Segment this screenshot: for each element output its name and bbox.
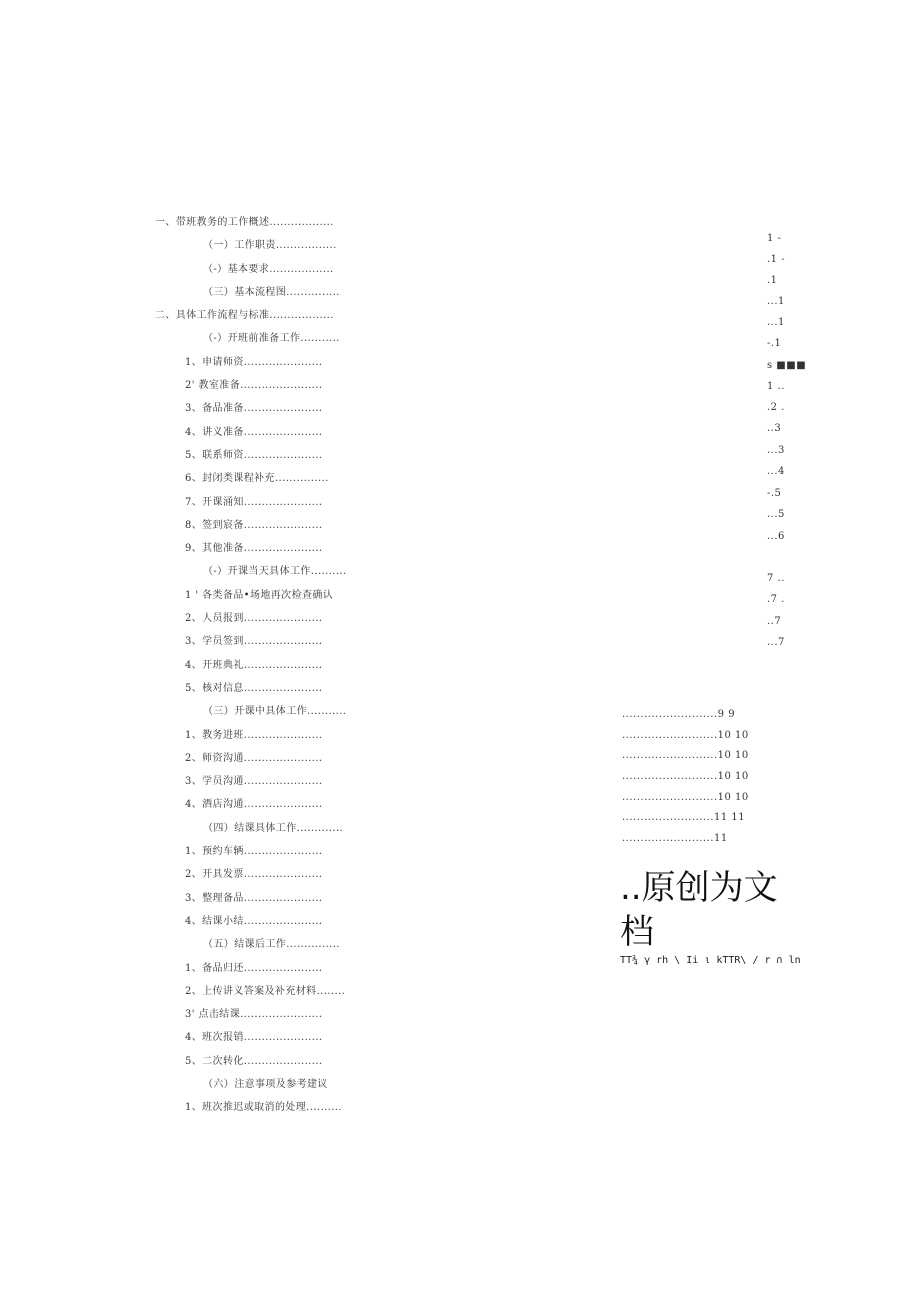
toc-entry-label: 9、其他准备 — [185, 543, 244, 555]
toc-entry[interactable] — [155, 749, 377, 772]
toc-entry[interactable] — [155, 1028, 377, 1051]
toc-entry[interactable] — [155, 632, 377, 655]
toc-entry[interactable] — [155, 679, 377, 702]
page-number: ..........................10 10 — [622, 750, 749, 762]
toc-leader-dots: ........... — [300, 333, 340, 345]
page-number: .1 - — [767, 254, 786, 265]
watermark-text: ..原创为文档 — [620, 868, 778, 952]
toc-entry-label: 4、班次报销 — [185, 1032, 244, 1044]
toc-entry[interactable] — [155, 399, 377, 422]
toc-entry[interactable] — [155, 842, 377, 865]
toc-entry-label: 一、带班教务的工作概述 — [155, 217, 270, 228]
toc-leader-dots: ........... — [307, 706, 347, 718]
toc-leader-dots: ............... — [274, 473, 329, 485]
page-number: ...1 — [767, 296, 785, 307]
toc-entry-label: 2、师资沟通 — [185, 752, 244, 764]
page-number: ...7 — [767, 637, 785, 648]
toc-leader-dots: .................. — [269, 310, 334, 322]
toc-entry-label: 8、签到宸备 — [185, 519, 244, 531]
toc-leader-dots: ...................... — [243, 1032, 323, 1044]
toc-leader-dots: .................. — [269, 263, 334, 275]
toc-entry[interactable] — [155, 1075, 377, 1098]
toc-entry[interactable] — [155, 446, 377, 469]
toc-leader-dots: .......... — [310, 566, 347, 578]
toc-leader-dots: ...................... — [243, 449, 323, 461]
page-number: 1 .. — [767, 381, 785, 392]
toc-entry-label: （-）基本要求 — [203, 263, 270, 275]
toc-entry[interactable] — [155, 213, 377, 236]
page-number: .........................11 11 — [622, 812, 746, 824]
toc-leader-dots: ...................... — [243, 776, 323, 788]
toc-entry-label: （-）开课当天具体工作 — [203, 566, 311, 578]
toc-entry-label: 6、封闭类课程补充 — [185, 473, 275, 485]
toc-entry-label: 5、核对信息 — [185, 682, 244, 694]
toc-entry-label: 3、学员签到 — [185, 636, 244, 648]
toc-entry-label: 1、备品归还 — [185, 962, 244, 974]
toc-entry[interactable] — [155, 306, 377, 329]
toc-entry-label: 4、酒店沟通 — [185, 799, 244, 811]
page-number: ..........................10 10 — [622, 729, 749, 741]
toc-entry-label: 5、联系师资 — [185, 449, 244, 461]
toc-entry[interactable] — [155, 260, 377, 283]
toc-entry-label: （三）开课中具体工作 — [203, 706, 307, 718]
toc-entry-label: 3' 点击结课 — [185, 1009, 241, 1021]
toc-leader-dots: ...................... — [243, 729, 323, 741]
toc-entry-label: 1、申请师资 — [185, 356, 244, 368]
toc-entry-label: （三）基本流程图 — [203, 286, 287, 298]
toc-leader-dots: ...................... — [243, 659, 323, 671]
page-number: .2 . — [767, 402, 785, 413]
page-number: s ■■■ — [767, 360, 807, 371]
toc-entry[interactable] — [155, 353, 377, 376]
toc-entry[interactable] — [155, 865, 377, 888]
toc-leader-dots: ...................... — [243, 496, 323, 508]
toc-leader-dots: ...................... — [243, 356, 323, 368]
toc-entry-label: 2' 教室准备 — [185, 380, 241, 392]
toc-leader-dots: .................. — [269, 217, 334, 228]
toc-leader-dots: ...................... — [243, 846, 323, 858]
toc-leader-dots: ........ — [316, 985, 346, 997]
page-number: ..3 — [767, 423, 782, 434]
toc-entry[interactable] — [155, 469, 377, 492]
page-number: .........................11 — [622, 833, 728, 845]
toc-leader-dots: ...................... — [243, 962, 323, 974]
toc-entry[interactable] — [155, 1098, 377, 1121]
toc-leader-dots: .......... — [306, 1102, 342, 1114]
toc-leader-dots: ...................... — [243, 613, 323, 625]
page-number: ..........................9 9 — [622, 709, 736, 720]
toc-entry-label: （四）结课具体工作 — [203, 822, 297, 834]
page-number: .1 — [767, 275, 778, 286]
page-number: ...1 — [767, 317, 785, 328]
toc-entry-label: 二、具体工作流程与标准 — [155, 310, 270, 322]
toc-entry-label: （-）开班前准备工作 — [203, 333, 301, 345]
page-number: ..........................10 10 — [622, 791, 749, 803]
toc-entry-label: 7、开课涌知 — [185, 496, 244, 508]
toc-entry[interactable] — [155, 959, 377, 982]
toc-entry[interactable] — [155, 376, 377, 399]
toc-entry-label: 1 ' 各类备品•场地再次检查确认 — [185, 589, 334, 601]
toc-entry[interactable] — [155, 236, 377, 259]
toc-leader-dots: ............... — [286, 286, 340, 298]
toc-entry[interactable] — [155, 516, 377, 539]
toc-leader-dots: ...................... — [243, 519, 323, 531]
toc-entry[interactable] — [155, 889, 377, 912]
toc-leader-dots: ...................... — [243, 426, 323, 438]
toc-entry[interactable] — [155, 283, 377, 306]
toc-entry[interactable] — [155, 772, 377, 795]
toc-leader-dots: ...................... — [243, 403, 323, 415]
toc-leader-dots: ............. — [296, 822, 344, 834]
toc-entry[interactable] — [155, 795, 377, 818]
page-number: ...4 — [767, 466, 785, 477]
garbled-text: TT¾ γ rh \ Ii ι kTTR\ / r ∩ ln — [620, 955, 801, 966]
toc-entry-label: 2、人员报到 — [185, 613, 244, 625]
toc-leader-dots: ...................... — [243, 543, 323, 555]
toc-entry[interactable] — [155, 819, 377, 842]
toc-leader-dots: ...................... — [243, 915, 323, 927]
toc-leader-dots: ...................... — [243, 799, 323, 811]
toc-entry[interactable] — [155, 493, 377, 516]
page-number: 1 - — [767, 233, 782, 244]
toc-leader-dots: ...................... — [243, 1055, 323, 1067]
toc-entry[interactable] — [155, 912, 377, 935]
toc-entry[interactable] — [155, 562, 377, 585]
page-number: .7 . — [767, 594, 785, 605]
toc-entry-label: 3、备品准备 — [185, 403, 244, 415]
page-number: -.5 — [767, 488, 782, 499]
toc-leader-dots: ................. — [275, 240, 337, 252]
toc-entry[interactable] — [155, 702, 377, 725]
page-number: -.1 — [767, 338, 782, 349]
page-number: ..........................10 10 — [622, 771, 749, 783]
page-number: ...3 — [767, 445, 785, 456]
toc-leader-dots: ....................... — [240, 380, 323, 392]
toc-entry-label: 1、教务进班 — [185, 729, 244, 741]
page-number: ...6 — [767, 531, 785, 542]
toc-entry-label: （五）结课后工作 — [203, 939, 287, 951]
toc-entry-label: 4、开班典礼 — [185, 659, 244, 671]
toc-entry[interactable] — [155, 609, 377, 632]
toc-leader-dots: ............... — [286, 939, 340, 951]
toc-entry[interactable] — [155, 656, 377, 679]
page-number: ..7 — [767, 616, 782, 627]
toc-entry-label: 2、开具发票 — [185, 869, 244, 881]
toc-entry[interactable] — [155, 982, 377, 1005]
toc-entry-label: 4、讲义准备 — [185, 426, 244, 438]
toc-leader-dots: ...................... — [243, 752, 323, 764]
toc-entry-label: 2、上传讲义答案及补充材料 — [185, 985, 317, 997]
toc-entry-label: 1、预约车辆 — [185, 846, 244, 858]
toc-entry-label: （六）注意事项及参考建议 — [203, 1078, 328, 1090]
toc-entry[interactable] — [155, 423, 377, 446]
page-number: 7 .. — [767, 573, 785, 584]
toc-entry[interactable] — [155, 586, 377, 609]
toc-entry[interactable] — [155, 539, 377, 562]
toc-entry-label: 5、二次转化 — [185, 1055, 244, 1067]
toc-entry-label: （一）工作职责 — [203, 240, 276, 252]
toc-entry-label: 3、学员沟通 — [185, 776, 244, 788]
toc-leader-dots: ....................... — [240, 1009, 323, 1021]
toc-entry[interactable] — [155, 1052, 377, 1075]
toc-leader-dots: ...................... — [243, 682, 323, 694]
toc-leader-dots: ...................... — [243, 892, 323, 904]
page-number: ...5 — [767, 509, 785, 520]
toc-entry-label: 1、班次推迟或取消的处理 — [185, 1102, 307, 1114]
toc-entry[interactable] — [155, 726, 377, 749]
toc-entry[interactable] — [155, 935, 377, 958]
toc-entry[interactable] — [155, 1005, 377, 1028]
table-of-contents — [155, 213, 377, 1122]
toc-entry[interactable] — [155, 329, 377, 352]
toc-leader-dots: ...................... — [243, 636, 323, 648]
toc-leader-dots: ...................... — [243, 869, 323, 881]
toc-entry-label: 4、结课小结 — [185, 915, 244, 927]
toc-entry-label: 3、整理备品 — [185, 892, 244, 904]
page-number-column-lower — [622, 705, 749, 850]
